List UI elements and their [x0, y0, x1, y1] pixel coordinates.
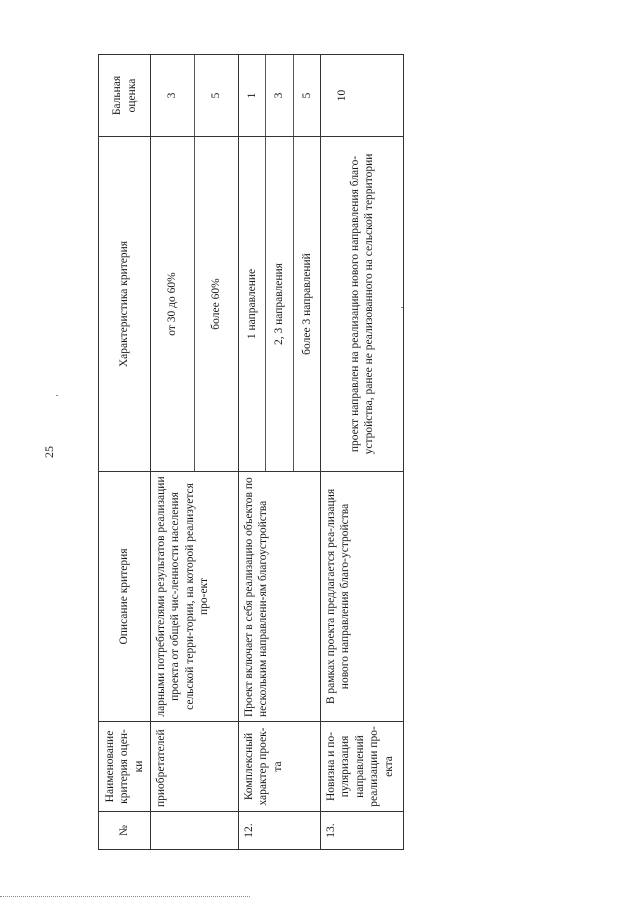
table-header-row: [99, 55, 151, 850]
page-number: 25: [42, 446, 56, 458]
characteristic-item: от 30 до 60%: [151, 137, 195, 471]
scan-speck: [56, 395, 58, 396]
score-value: 5: [210, 92, 223, 99]
table-row: [151, 55, 239, 850]
characteristic-item: более 3 направлений: [300, 253, 313, 355]
criterion-scores: [239, 55, 321, 137]
rotated-table-container: [98, 55, 403, 850]
scan-edge-line: [0, 896, 250, 897]
score-value: 1: [239, 55, 266, 136]
criterion-name: Новизна и по-пуляризация направлений реализации про-екта: [321, 722, 404, 812]
criterion-description: Проект включает в себя реализацию объектов по нескольким направлени-ям благоустройства: [239, 472, 321, 722]
score-value: 3: [266, 55, 293, 136]
header-criterion-characteristic: Характеристика критерия: [99, 137, 151, 472]
scan-speck: [401, 307, 403, 308]
characteristic-item: 1 направление: [239, 137, 266, 471]
criterion-description: ларными потребителями результатов реализации проекта от общей чис-ленности населения сельской терри-тории, на которой реализуется про-ект: [151, 472, 239, 722]
score-value: 5: [300, 92, 313, 99]
header-criterion-name: Наименование критерия оцен-ки: [99, 722, 151, 812]
criterion-name: приобретателей: [151, 722, 239, 812]
criterion-name: Комплексный характер проек-та: [239, 722, 321, 812]
header-number: №: [99, 812, 151, 850]
criteria-table: [98, 54, 404, 850]
criterion-characteristics: [151, 137, 239, 472]
header-criterion-description: Описание критерия: [99, 472, 151, 722]
table-row: [239, 55, 321, 850]
row-number: [151, 812, 239, 850]
criterion-description: В рамках проекта предлагается реа-лизация нового направления благо-устройства: [321, 472, 404, 722]
criterion-scores: [151, 55, 239, 137]
characteristic-item: более 60%: [210, 278, 223, 330]
criterion-characteristics: [239, 137, 321, 472]
header-score: Бальная оценка: [99, 55, 151, 137]
characteristic-item: 2, 3 направления: [266, 137, 293, 471]
row-number: 12.: [239, 812, 321, 850]
row-number: 13.: [321, 812, 404, 850]
score-value: 3: [151, 55, 195, 136]
score-value: 10: [321, 55, 404, 137]
characteristic-item: проект направлен на реализацию нового направления благо-устройства, ранее не реализованного на сельской территории: [321, 137, 404, 472]
table-row: [321, 55, 404, 850]
